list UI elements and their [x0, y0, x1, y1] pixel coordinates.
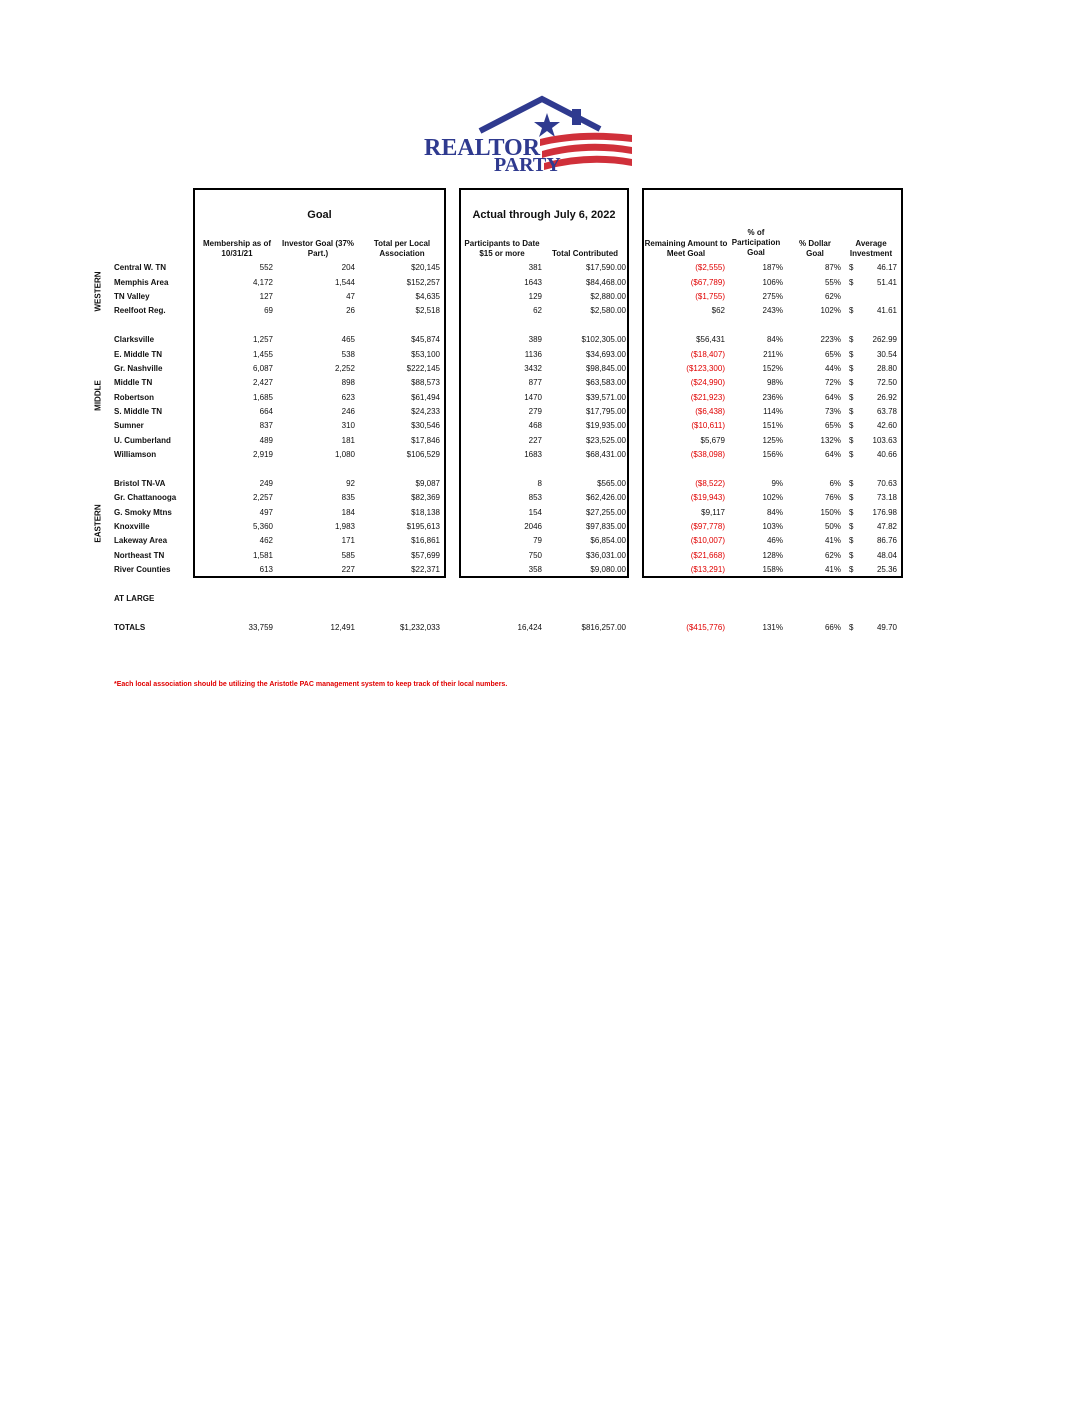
cell-pct-dollar: 65% — [824, 421, 841, 430]
totals-remaining: ($415,776) — [686, 623, 725, 632]
cell-avg-investment: 28.80 — [876, 364, 897, 373]
cell-pct-dollar: 65% — [824, 350, 841, 359]
cell-remaining: ($97,778) — [690, 522, 725, 531]
cell-membership: 6,087 — [252, 364, 273, 373]
cell-avg-investment: 41.61 — [876, 306, 897, 315]
cell-contributed: $2,580.00 — [590, 306, 626, 315]
cell-participants: 2046 — [524, 522, 542, 531]
cell-dollar-sign: $ — [849, 335, 854, 344]
totals-participants: 16,424 — [517, 623, 542, 632]
table-row — [0, 421, 1088, 433]
cell-total-local: $45,874 — [411, 335, 440, 344]
table-row — [0, 407, 1088, 419]
cell-total-local: $222,145 — [406, 364, 440, 373]
cell-dollar-sign: $ — [849, 407, 854, 416]
cell-pct-participation: 102% — [762, 493, 783, 502]
cell-contributed: $34,693.00 — [585, 350, 626, 359]
table-row — [0, 335, 1088, 347]
cell-pct-participation: 98% — [766, 378, 783, 387]
cell-investor-goal: 585 — [341, 551, 355, 560]
cell-remaining: ($67,789) — [690, 278, 725, 287]
cell-participants: 381 — [528, 263, 542, 272]
cell-contributed: $23,525.00 — [585, 436, 626, 445]
cell-contributed: $36,031.00 — [585, 551, 626, 560]
row-association-name: E. Middle TN — [114, 350, 162, 359]
cell-contributed: $39,571.00 — [585, 393, 626, 402]
table-row — [0, 278, 1088, 290]
cell-avg-investment: 72.50 — [876, 378, 897, 387]
cell-investor-goal: 246 — [341, 407, 355, 416]
cell-investor-goal: 47 — [346, 292, 355, 301]
totals-pct-participation: 131% — [762, 623, 783, 632]
cell-investor-goal: 181 — [341, 436, 355, 445]
cell-participants: 1470 — [524, 393, 542, 402]
row-association-name: Northeast TN — [114, 551, 165, 560]
cell-pct-participation: 275% — [762, 292, 783, 301]
cell-dollar-sign: $ — [849, 551, 854, 560]
cell-contributed: $17,795.00 — [585, 407, 626, 416]
cell-avg-investment: 51.41 — [876, 278, 897, 287]
cell-contributed: $63,583.00 — [585, 378, 626, 387]
cell-membership: 5,360 — [252, 522, 273, 531]
cell-participants: 62 — [533, 306, 542, 315]
cell-participants: 3432 — [524, 364, 542, 373]
cell-dollar-sign: $ — [849, 450, 854, 459]
cell-avg-investment: 63.78 — [876, 407, 897, 416]
cell-membership: 1,455 — [252, 350, 273, 359]
cell-investor-goal: 1,544 — [334, 278, 355, 287]
cell-dollar-sign: $ — [849, 350, 854, 359]
cell-dollar-sign: $ — [849, 278, 854, 287]
cell-total-local: $152,257 — [406, 278, 440, 287]
cell-membership: 837 — [259, 421, 273, 430]
cell-dollar-sign: $ — [849, 536, 854, 545]
cell-total-local: $24,233 — [411, 407, 440, 416]
cell-avg-investment: 40.66 — [876, 450, 897, 459]
cell-avg-investment: 73.18 — [876, 493, 897, 502]
totals-membership: 33,759 — [248, 623, 273, 632]
header-pct-participation: % of Participation Goal — [731, 228, 781, 257]
row-association-name: Central W. TN — [114, 263, 167, 272]
table-row — [0, 364, 1088, 376]
cell-investor-goal: 227 — [341, 565, 355, 574]
header-participants: Participants to Date $15 or more — [464, 239, 540, 258]
cell-total-local: $18,138 — [411, 508, 440, 517]
cell-participants: 853 — [528, 493, 542, 502]
header-avg-investment: Average Investment — [849, 239, 893, 258]
cell-participants: 279 — [528, 407, 542, 416]
cell-avg-investment: 262.99 — [872, 335, 897, 344]
cell-pct-dollar: 150% — [820, 508, 841, 517]
cell-pct-participation: 46% — [766, 536, 783, 545]
cell-pct-participation: 152% — [762, 364, 783, 373]
footnote: *Each local association should be utilizing the Aristotle PAC management system to keep track of their local numbers. — [114, 681, 508, 688]
cell-pct-participation: 158% — [762, 565, 783, 574]
cell-remaining: $56,431 — [696, 335, 725, 344]
table-row — [0, 378, 1088, 390]
header-total-local: Total per Local Association — [373, 239, 431, 258]
cell-pct-dollar: 50% — [824, 522, 841, 531]
cell-remaining: ($24,990) — [690, 378, 725, 387]
cell-total-local: $4,635 — [415, 292, 440, 301]
cell-avg-investment: 46.17 — [876, 263, 897, 272]
cell-participants: 750 — [528, 551, 542, 560]
cell-membership: 2,427 — [252, 378, 273, 387]
cell-investor-goal: 26 — [346, 306, 355, 315]
table-row — [0, 350, 1088, 362]
cell-membership: 497 — [259, 508, 273, 517]
cell-membership: 1,257 — [252, 335, 273, 344]
row-association-name: Memphis Area — [114, 278, 169, 287]
cell-participants: 468 — [528, 421, 542, 430]
cell-membership: 69 — [264, 306, 273, 315]
totals-investor-goal: 12,491 — [330, 623, 355, 632]
header-total-contributed: Total Contributed — [551, 249, 619, 258]
cell-remaining: $62 — [711, 306, 725, 315]
cell-contributed: $565.00 — [597, 479, 626, 488]
cell-pct-participation: 9% — [771, 479, 783, 488]
cell-dollar-sign: $ — [849, 436, 854, 445]
row-association-name: Gr. Nashville — [114, 364, 163, 373]
cell-investor-goal: 1,983 — [334, 522, 355, 531]
totals-pct-dollar: 66% — [824, 623, 841, 632]
totals-total-local: $1,232,033 — [399, 623, 440, 632]
row-association-name: River Counties — [114, 565, 171, 574]
cell-participants: 389 — [528, 335, 542, 344]
cell-total-local: $195,613 — [406, 522, 440, 531]
row-association-name: TN Valley — [114, 292, 150, 301]
cell-membership: 489 — [259, 436, 273, 445]
cell-avg-investment: 47.82 — [876, 522, 897, 531]
totals-dollar-sign: $ — [849, 623, 854, 632]
table-row — [0, 479, 1088, 491]
cell-pct-dollar: 44% — [824, 364, 841, 373]
cell-dollar-sign: $ — [849, 421, 854, 430]
cell-participants: 79 — [533, 536, 542, 545]
totals-row — [0, 623, 1088, 635]
cell-investor-goal: 1,080 — [334, 450, 355, 459]
cell-remaining: ($123,300) — [686, 364, 725, 373]
cell-total-local: $57,699 — [411, 551, 440, 560]
header-pct-dollar: % Dollar Goal — [798, 239, 831, 258]
cell-pct-participation: 128% — [762, 551, 783, 560]
cell-avg-investment: 42.60 — [876, 421, 897, 430]
cell-membership: 249 — [259, 479, 273, 488]
table-row — [0, 565, 1088, 577]
cell-total-local: $22,371 — [411, 565, 440, 574]
cell-remaining: ($10,611) — [691, 421, 725, 430]
cell-avg-investment: 86.76 — [876, 536, 897, 545]
cell-membership: 664 — [259, 407, 273, 416]
cell-pct-dollar: 64% — [824, 393, 841, 402]
cell-dollar-sign: $ — [849, 508, 854, 517]
cell-pct-dollar: 102% — [820, 306, 841, 315]
cell-contributed: $6,854.00 — [590, 536, 626, 545]
row-association-name: Bristol TN-VA — [114, 479, 166, 488]
cell-pct-participation: 84% — [766, 508, 783, 517]
cell-contributed: $68,431.00 — [585, 450, 626, 459]
row-association-name: Lakeway Area — [114, 536, 168, 545]
cell-dollar-sign: $ — [849, 565, 854, 574]
cell-pct-dollar: 6% — [829, 479, 841, 488]
cell-remaining: ($1,755) — [695, 292, 725, 301]
cell-pct-participation: 156% — [762, 450, 783, 459]
cell-contributed: $102,305.00 — [581, 335, 626, 344]
cell-remaining: ($6,438) — [695, 407, 725, 416]
cell-investor-goal: 538 — [341, 350, 355, 359]
cell-membership: 2,919 — [252, 450, 273, 459]
cell-avg-investment: 30.54 — [876, 350, 897, 359]
cell-pct-dollar: 87% — [824, 263, 841, 272]
cell-investor-goal: 204 — [341, 263, 355, 272]
region-eastern: EASTERN — [93, 504, 103, 543]
cell-remaining: $9,117 — [701, 508, 725, 517]
cell-avg-investment: 25.36 — [876, 565, 897, 574]
table-row — [0, 522, 1088, 534]
cell-investor-goal: 835 — [341, 493, 355, 502]
cell-membership: 4,172 — [252, 278, 273, 287]
row-association-name: Williamson — [114, 450, 157, 459]
cell-total-local: $53,100 — [411, 350, 440, 359]
cell-avg-investment: 176.98 — [872, 508, 897, 517]
cell-remaining: ($38,098) — [690, 450, 725, 459]
cell-contributed: $19,935.00 — [585, 421, 626, 430]
cell-pct-participation: 211% — [763, 350, 783, 359]
cell-total-local: $82,369 — [411, 493, 440, 502]
cell-pct-dollar: 41% — [824, 565, 841, 574]
row-association-name: Robertson — [114, 393, 154, 402]
cell-avg-investment: 103.63 — [872, 436, 897, 445]
table-row — [0, 536, 1088, 548]
realtor-party-logo — [420, 95, 635, 175]
cell-pct-dollar: 55% — [824, 278, 841, 287]
cell-pct-dollar: 41% — [824, 536, 841, 545]
table-row — [0, 393, 1088, 405]
at-large-row — [0, 594, 1088, 606]
cell-investor-goal: 171 — [341, 536, 355, 545]
cell-pct-dollar: 132% — [820, 436, 841, 445]
header-membership: Membership as of 10/31/21 — [202, 239, 271, 258]
region-western: WESTERN — [93, 271, 103, 312]
logo-line2: PARTY — [494, 154, 561, 175]
cell-contributed: $97,835.00 — [585, 522, 626, 531]
cell-remaining: ($10,007) — [690, 536, 725, 545]
cell-participants: 227 — [528, 436, 542, 445]
table-row — [0, 292, 1088, 304]
cell-dollar-sign: $ — [849, 378, 854, 387]
row-association-name: Reelfoot Reg. — [114, 306, 166, 315]
cell-pct-participation: 151% — [762, 421, 783, 430]
row-association-name: G. Smoky Mtns — [114, 508, 172, 517]
cell-participants: 358 — [528, 565, 542, 574]
cell-membership: 1,685 — [252, 393, 273, 402]
cell-investor-goal: 92 — [346, 479, 355, 488]
cell-total-local: $20,145 — [411, 263, 440, 272]
cell-membership: 462 — [259, 536, 273, 545]
cell-membership: 613 — [259, 565, 273, 574]
header-investor-goal: Investor Goal (37% Part.) — [281, 239, 355, 258]
cell-participants: 1643 — [524, 278, 542, 287]
cell-dollar-sign: $ — [849, 522, 854, 531]
cell-contributed: $27,255.00 — [585, 508, 626, 517]
cell-total-local: $61,494 — [411, 393, 440, 402]
cell-contributed: $98,845.00 — [585, 364, 626, 373]
row-association-name: U. Cumberland — [114, 436, 171, 445]
table-row — [0, 263, 1088, 275]
cell-avg-investment: 48.04 — [876, 551, 897, 560]
table-row — [0, 551, 1088, 563]
table-row — [0, 450, 1088, 462]
cell-pct-participation: 187% — [762, 263, 783, 272]
cell-total-local: $17,846 — [411, 436, 440, 445]
cell-pct-dollar: 76% — [824, 493, 841, 502]
goal-title: Goal — [307, 209, 332, 221]
cell-pct-participation: 103% — [762, 522, 783, 531]
cell-remaining: ($19,943) — [690, 493, 725, 502]
cell-investor-goal: 2,252 — [334, 364, 355, 373]
cell-participants: 1136 — [524, 350, 542, 359]
cell-contributed: $9,080.00 — [590, 565, 626, 574]
cell-remaining: ($2,555) — [695, 263, 725, 272]
cell-investor-goal: 184 — [341, 508, 355, 517]
cell-pct-dollar: 73% — [824, 407, 841, 416]
totals-contributed: $816,257.00 — [581, 623, 626, 632]
row-association-name: Gr. Chattanooga — [114, 493, 177, 502]
cell-remaining: ($21,668) — [690, 551, 725, 560]
cell-pct-dollar: 72% — [824, 378, 841, 387]
cell-participants: 154 — [528, 508, 542, 517]
cell-pct-participation: 106% — [762, 278, 783, 287]
cell-dollar-sign: $ — [849, 393, 854, 402]
region-middle: MIDDLE — [93, 380, 103, 411]
cell-membership: 127 — [259, 292, 273, 301]
cell-investor-goal: 898 — [341, 378, 355, 387]
cell-dollar-sign: $ — [849, 263, 854, 272]
cell-participants: 8 — [537, 479, 542, 488]
cell-pct-participation: 125% — [762, 436, 783, 445]
cell-dollar-sign: $ — [849, 364, 854, 373]
cell-pct-dollar: 64% — [824, 450, 841, 459]
cell-total-local: $9,087 — [415, 479, 440, 488]
cell-remaining: ($8,522) — [695, 479, 725, 488]
row-association-name: Middle TN — [114, 378, 153, 387]
cell-pct-participation: 243% — [762, 306, 783, 315]
cell-total-local: $30,546 — [411, 421, 440, 430]
cell-participants: 129 — [528, 292, 542, 301]
cell-dollar-sign: $ — [849, 479, 854, 488]
table-row — [0, 508, 1088, 520]
cell-dollar-sign: $ — [849, 306, 854, 315]
cell-participants: 1683 — [524, 450, 542, 459]
cell-remaining: ($13,291) — [690, 565, 725, 574]
cell-dollar-sign: $ — [849, 493, 854, 502]
row-association-name: Sumner — [114, 421, 144, 430]
cell-contributed: $84,468.00 — [585, 278, 626, 287]
cell-pct-participation: 114% — [763, 407, 783, 416]
row-association-name: S. Middle TN — [114, 407, 162, 416]
at-large-label: AT LARGE — [114, 594, 155, 603]
cell-pct-participation: 84% — [766, 335, 783, 344]
actual-title: Actual through July 6, 2022 — [472, 209, 616, 221]
header-remaining: Remaining Amount to Meet Goal — [644, 239, 728, 258]
cell-pct-dollar: 62% — [824, 292, 841, 301]
cell-investor-goal: 465 — [341, 335, 355, 344]
row-association-name: Knoxville — [114, 522, 150, 531]
totals-label: TOTALS — [114, 623, 146, 632]
cell-avg-investment: 70.63 — [876, 479, 897, 488]
cell-remaining: $5,679 — [700, 436, 725, 445]
cell-avg-investment: 26.92 — [876, 393, 897, 402]
row-association-name: Clarksville — [114, 335, 155, 344]
table-row — [0, 493, 1088, 505]
cell-pct-dollar: 62% — [824, 551, 841, 560]
logo-line1: REALTOR — [424, 135, 541, 161]
cell-pct-participation: 236% — [762, 393, 783, 402]
cell-participants: 877 — [528, 378, 542, 387]
cell-remaining: ($18,407) — [690, 350, 725, 359]
cell-remaining: ($21,923) — [690, 393, 725, 402]
cell-contributed: $17,590.00 — [585, 263, 626, 272]
cell-investor-goal: 310 — [341, 421, 355, 430]
table-row — [0, 306, 1088, 318]
table-row — [0, 436, 1088, 448]
cell-pct-dollar: 223% — [820, 335, 841, 344]
totals-avg: 49.70 — [876, 623, 897, 632]
cell-membership: 552 — [259, 263, 273, 272]
cell-total-local: $16,861 — [411, 536, 440, 545]
cell-membership: 2,257 — [252, 493, 273, 502]
cell-investor-goal: 623 — [341, 393, 355, 402]
cell-membership: 1,581 — [252, 551, 273, 560]
cell-contributed: $62,426.00 — [585, 493, 626, 502]
cell-total-local: $88,573 — [411, 378, 440, 387]
cell-contributed: $2,880.00 — [590, 292, 626, 301]
cell-total-local: $2,518 — [415, 306, 440, 315]
cell-total-local: $106,529 — [406, 450, 440, 459]
